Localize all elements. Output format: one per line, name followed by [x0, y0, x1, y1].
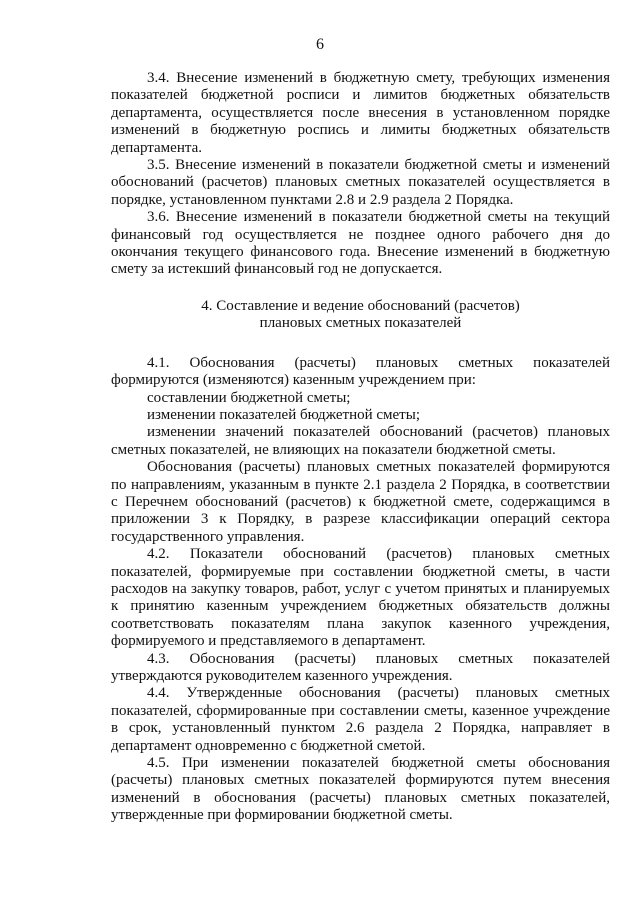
- paragraph-4-3: 4.3. Обоснования (расчеты) плановых сметных показателей утверждаются руководителем казенного учреждения.: [111, 650, 610, 684]
- section-heading-line-1: 4. Составление и ведение обоснований (расчетов): [201, 297, 520, 314]
- paragraph-4-5: 4.5. При изменении показателей бюджетной сметы обоснования (расчеты) плановых сметных показателей формируются путем внесения изменений в обоснования (расчеты) плановых сметных показателей, утвержденные при формировании бюджетной сметы.: [111, 755, 610, 824]
- section-heading-line-2: плановых сметных показателей: [259, 315, 462, 332]
- list-item: составлении бюджетной сметы;: [147, 389, 351, 406]
- document-body: [111, 70, 610, 825]
- list-item: изменении показателей бюджетной сметы;: [147, 406, 420, 423]
- paragraph-4-1: 4.1. Обоснования (расчеты) плановых сметных показателей формируются (изменяются) казенным учреждением при:: [111, 354, 610, 389]
- section-heading: [111, 298, 610, 333]
- paragraph-4-1-continuation: Обоснования (расчеты) плановых сметных показателей формируются по направлениям, указанным в пункте 2.1 раздела 2 Порядка, в соответствии с Перечнем обоснований (расчетов) к бюджетной смете, содержащимся в приложении 3 к Порядку, в разрезе классификации операций сектора государственного управления.: [111, 459, 610, 545]
- paragraph-3-5: 3.5. Внесение изменений в показатели бюджетной сметы и изменений обоснований (расчетов) плановых сметных показателей осуществляется в порядке, установленном пунктами 2.8 и 2.9 раздела 2 Порядка.: [111, 157, 610, 208]
- list-item: изменении значений показателей обоснований (расчетов) плановых сметных показателей, не влияющих на показатели бюджетной сметы.: [111, 424, 610, 458]
- paragraph-3-4: 3.4. Внесение изменений в бюджетную смету, требующих изменения показателей бюджетной росписи и лимитов бюджетных обязательств департамента, осуществляется после внесения в установленном порядке изменений в бюджетную роспись и лимиты бюджетных обязательств департамента.: [111, 70, 610, 156]
- paragraph-4-4: 4.4. Утвержденные обоснования (расчеты) плановых сметных показателей, сформированные при составлении сметы, казенное учреждение в срок, установленный пунктом 2.6 раздела 2 Порядка, направляет в департамент одновременно с бюджетной сметой.: [111, 685, 610, 754]
- page-number: 6: [316, 36, 324, 53]
- paragraph-3-6: 3.6. Внесение изменений в показатели бюджетной сметы на текущий финансовый год осуществляется не позднее одного рабочего дня до окончания текущего финансового года. Внесение изменений в бюджетную смету за истекший финансовый год не допускается.: [111, 209, 610, 278]
- paragraph-4-2: 4.2. Показатели обоснований (расчетов) плановых сметных показателей, формируемые при составлении бюджетной сметы, в части расходов на закупку товаров, работ, услуг с учетом принятых и планируемых к принятию казенным учреждением бюджетных обязательств должны соответствовать показателям плана закупок казенного учреждения, формируемого и представляемого в департамент.: [111, 546, 610, 650]
